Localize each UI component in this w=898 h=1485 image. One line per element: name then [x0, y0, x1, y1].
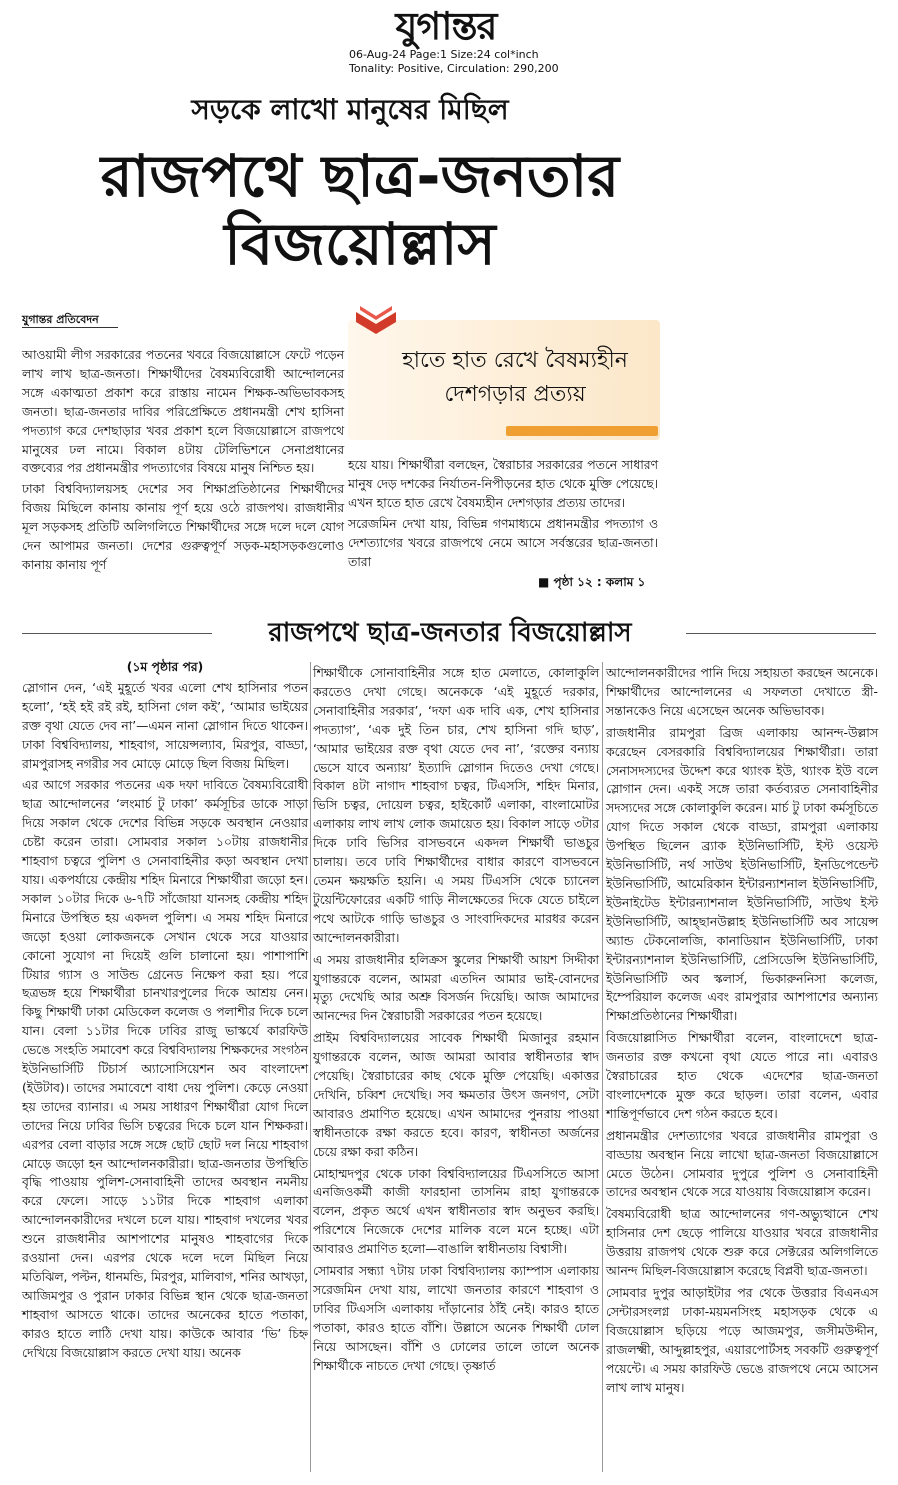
- body-paragraph: স্লোগান দেন, ‘এই মুহূর্তে খবর এলো শেখ হাসিনার পতন হলো’, ‘হই হই রই রই, হাসিনা গেল কই’, ‘আমার ভাইয়ের রক্ত বৃথা যেতে দেব না’—এমন নানা স্লোগান দিতে থাকেন। ঢাকা বিশ্ববিদ্যালয়, শাহবাগ, সায়েন্সল্যাব, মিরপুর, বাড্ডা, রামপুরাসহ নগরীর সব মোড়ে মোড়ে ছিল বিজয় মিছিল।: [22, 680, 308, 771]
- body-column-3: [606, 664, 878, 1400]
- jump-reference: ■ পৃষ্ঠা ১২ : কলাম ১: [538, 575, 646, 589]
- intro-right-paragraph: সরেজমিন দেখা যায়, বিভিন্ন গণমাধ্যমে প্রধানমন্ত্রীর পদত্যাগ ও দেশত্যাগের খবরে রাজপথে নেমে আসে সর্বস্তরের ছাত্র-জনতা। তারা: [348, 516, 658, 569]
- clipping-meta-line2: Tonality: Positive, Circulation: 290,200: [349, 62, 559, 75]
- section-rule-left: [22, 633, 212, 634]
- body-column-2: [313, 664, 599, 1379]
- body-column-1: [22, 658, 308, 1366]
- body-paragraph: এ সময় রাজধানীর হলিক্রস স্কুলের শিক্ষার্থী আয়শ সিদ্দীকা যুগান্তরকে বলেন, আমরা এতদিন আমার ভাই-বোনদের মৃত্যু দেখেছি আর অশ্রু বিসর্জন দিয়েছি। আজ আমাদের আনন্দের দিন স্বৈরাচারী সরকারের পতন হয়েছে।: [313, 952, 599, 1024]
- body-paragraph: রাজধানীর রামপুরা ব্রিজ এলাকায় আনন্দ-উল্লাস করেছেন বেসরকারি বিশ্ববিদ্যালয়ের শিক্ষার্থীরা। তারা সেনাসদস্যদের উদ্দেশ করে থ্যাংক ইউ, থ্যাংক ইউ বলে স্লোগান দেন। একই সঙ্গে তারা কর্তব্যরত সেনাবাহিনীর সদস্যদের সঙ্গে কোলাকুলি করেন। মার্চ টু ঢাকা কর্মসূচিতে যোগ দিতে সকাল থেকে বাড্ডা, রামপুরা এলাকায় উপস্থিত ছিলেন ব্র্যাক ইউনিভার্সিটি, ইস্ট ওয়েস্ট ইউনিভার্সিটি, নর্থ সাউথ ইউনিভার্সিটি, ইনডিপেন্ডেন্ট ইউনিভার্সিটি, আমেরিকান ইন্টারন্যাশনাল ইউনিভার্সিটি, ইউনাইটেড ইন্টারন্যাশনাল ইউনিভার্সিটি, সাউথ ইস্ট ইউনিভার্সিটি, আহ্ছানউল্লাহ ইউনিভার্সিটি অব সায়েন্স অ্যান্ড টেকনোলজি, কানাডিয়ান ইউনিভার্সিটি, ঢাকা ইন্টারন্যাশনাল ইউনিভার্সিটি, প্রেসিডেন্সি ইউনিভার্সিটি, ইউনিভার্সিটি অব স্কলার্স, ভিকারুননিসা কলেজ, ইম্পেরিয়াল কলেজ এবং রামপুরার আশপাশের অন্যান্য শিক্ষাপ্রতিষ্ঠানের শিক্ষার্থীরা।: [606, 725, 878, 1024]
- intro-paragraph: ঢাকা বিশ্ববিদ্যালয়সহ দেশের সব শিক্ষাপ্রতিষ্ঠানের শিক্ষার্থীদের বিজয় মিছিলে কানায় কানায় পূর্ণ হয়ে ওঠে রাজপথ। রাজধানীর মূল সড়কসহ প্রতিটি অলিগলিতে শিক্ষার্থীদের সঙ্গে দলে দলে যোগ দেন আপামর জনতা। দেশের গুরুত্বপূর্ণ সড়ক-মহাসড়কগুলোও কানায় কানায় পূর্ণ: [22, 482, 344, 572]
- byline-rule: [22, 327, 118, 328]
- intro-right-paragraph: হয়ে যায়। শিক্ষার্থীরা বলছেন, স্বৈরাচার সরকারের পতনে সাধারণ মানুষ দেড় দশকের নির্যাতন-নিপীড়নের হাত থেকে মুক্তি পেয়েছে। এখন হাতে হাত রেখে বৈষম্যহীন দেশগড়ার প্রত্যয় তাদের।: [348, 458, 658, 510]
- pull-quote-text: হাতে হাত রেখে বৈষম্যহীন দেশগড়ার প্রত্যয়: [402, 348, 628, 407]
- intro-right-column: [348, 456, 658, 573]
- section-rule-right: [686, 633, 876, 634]
- intro-column: [22, 346, 344, 577]
- clipping-meta-line1: 06-Aug-24 Page:1 Size:24 col*inch: [349, 48, 539, 61]
- article-byline: যুগান্তর প্রতিবেদন: [22, 313, 99, 326]
- body-paragraph: মোহাম্মদপুর থেকে ঢাকা বিশ্ববিদ্যালয়ের টিএসসিতে আসা এনজিওকর্মী কাজী ফারহানা তাসনিম রাহা যুগান্তরকে বলেন, প্রকৃত অর্থে এখন স্বাধীনতার স্বাদ অনুভব করছি। পরিশেষে নিজেকে দেশের মালিক বলে মনে হচ্ছে। এটা আবারও প্রমাণিত হলো—বাঙালি স্বাধীনতায় বিশ্বাসী।: [313, 1166, 599, 1257]
- column-divider: [602, 662, 603, 1472]
- body-paragraph: বিজয়োল্লাসিত শিক্ষার্থীরা বলেন, বাংলাদেশে ছাত্র-জনতার রক্ত কখনো বৃথা যেতে পারে না। এবারও স্বৈরাচারের হাত থেকে এদেশের ছাত্র-জনতা বাংলাদেশকে মুক্ত করে ছাড়ল। তারা বলেন, এবার শান্তিপূর্ণভাবে দেশ গঠন করতে হবে।: [606, 1031, 878, 1121]
- article-headline: রাজপথে ছাত্র-জনতার বিজয়োল্লাস: [100, 142, 620, 278]
- pull-quote-accent-bar: [506, 426, 658, 436]
- column-divider: [310, 662, 311, 1472]
- body-paragraph: শিক্ষার্থীকে সোনাবাহিনীর সঙ্গে হাত মেলাতে, কোলাকুলি করতেও দেখা গেছে। অনেককে ‘এই মুহূর্তে দরকার, সেনাবাহিনীর সরকার’, ‘দফা এক দাবি এক, শেখ হাসিনার পদত্যাগ’, ‘এক দুই তিন চার, শেখ হাসিনা গদি ছাড়’, ‘আমার ভাইয়ের রক্ত বৃথা যেতে দেব না’, ‘রক্তের বন্যায় ভেসে যাবে অন্যায়’ ইত্যাদি স্লোগান দিতেও দেখা গেছে। বিকাল ৪টা নাগাদ শাহবাগ চত্বর, টিএসসি, শহিদ মিনার, ভিসি চত্বর, দোয়েল চত্বর, হাইকোর্ট এলাকা, বাংলামোটর এলাকায় লাখ লাখ লোক জমায়েত হয়। বিকাল সাড়ে ৩টার দিকে ঢাবি ভিসির বাসভবনে একদল শিক্ষার্থী ভাঙচুর চালায়। তবে ঢাবি শিক্ষার্থীদের বাধার কারণে বাসভবনে তেমন ক্ষয়ক্ষতি হয়নি। এ সময় টিএসসি থেকে চ্যানেল টুয়েন্টিফোরের একটি গাড়ি নীলক্ষেতের দিকে যেতে চাইলে পথে আটকে গাড়ি ভাঙচুর ও সাংবাদিকদের মারধর করেন আন্দোলনকারীরা।: [313, 666, 599, 945]
- chevron-icon: [356, 306, 396, 338]
- newspaper-logo: যুগান্তর: [395, 3, 497, 48]
- body-paragraph: এর আগে সরকার পতনের এক দফা দাবিতে বৈষম্যবিরোধী ছাত্র আন্দোলনের ‘লংমার্চ টু ঢাকা’ কর্মসূচির ডাকে সাড়া দিয়ে সকাল থেকে দেশের বিভিন্ন সড়কে অবস্থান নেওয়ার চেষ্টা করেন তারা। সোমবার সকাল ১০টায় রাজধানীর শাহবাগ চত্বরে পুলিশ ও সেনাবাহিনীর কড়া অবস্থান দেখা যায়। একপর্যায়ে কেন্দ্রীয় শহিদ মিনারে শিক্ষার্থীরা জড়ো হন। সকাল ১০টার দিকে ৬-৭টি সাঁজোয়া যানসহ কেন্দ্রীয় শহিদ মিনারে উপস্থিত হয় একদল পুলিশ। এ সময় শহিদ মিনারে জড়ো হওয়া লোকজনকে সেখান থেকে সরে যাওয়ার কোনো সুযোগ না দিয়েই গুলি চালানো হয়। পাশাপাশি টিয়ার গ্যাস ও সাউন্ড গ্রেনেড নিক্ষেপ করা হয়। পরে ছত্রভঙ্গ হয়ে শিক্ষার্থীরা চানখারপুলের দিকে আশ্রয় নেন। কিছু শিক্ষার্থী ঢাকা মেডিকেল কলেজ ও পলাশীর দিকে চলে যান। বেলা ১১টার দিকে ঢাবির রাজু ভাস্কর্যে কারফিউ ভেঙে সংহতি সমাবেশ করে বিশ্ববিদ্যালয় শিক্ষকদের সংগঠন ইউনিভার্সিটি টিচার্স অ্যাসোসিয়েশন অব বাংলাদেশ (ইউটাব)। তাদের সমাবেশে বাধা দেয় পুলিশ। কেড়ে নেওয়া হয় তাদের ব্যানার। এ সময় সাধারণ শিক্ষার্থীরা যোগ দিলে তাদের নিয়ে ঢাবির ভিসি চত্বরের দিকে চলে যান শিক্ষকরা। এরপর বেলা বাড়ার সঙ্গে সঙ্গে ছোট ছোট দল নিয়ে শাহবাগ মোড়ে জড়ো হন আন্দোলনকারীরা। ছাত্র-জনতার উপস্থিতি বৃদ্ধি পাওয়ায় পুলিশ-সেনাবাহিনী তাদের অবস্থান নমনীয় করে ফেলে। সাড়ে ১১টার দিকে শাহবাগ এলাকা আন্দোলনকারীদের দখলে চলে যায়। শাহবাগ দখলের খবর শুনে রাজধানীর আশপাশের মানুষও শাহবাগের দিকে রওয়ানা দেন। এরপর থেকে দলে দলে মিছিল নিয়ে মতিঝিল, পল্টন, ধানমন্ডি, মিরপুর, মালিবাগ, শনির আখড়া, আজিমপুর ও পুরান ঢাকার বিভিন্ন স্থান থেকে ছাত্র-জনতা শাহবাগ আসতে থাকে। তাদের অনেকের হাতে পতাকা, কারও হাতে লাঠি দেখা যায়। কাউকে আবার ‘ভি’ চিহ্ন দেখিয়ে বিজয়োল্লাস করতে দেখা যায়। অনেক: [22, 778, 308, 1360]
- body-paragraph: প্রাইম বিশ্ববিদ্যালয়ের সাবেক শিক্ষার্থী মিজানুর রহমান যুগান্তরকে বলেন, আজ আমরা আবার স্বাধীনতার স্বাদ পেয়েছি। স্বৈরাচারের কাছ থেকে মুক্তি পেয়েছি। একাত্তর দেখিনি, চব্বিশ দেখেছি। সব ক্ষমতার উৎস জনগণ, সেটা আবারও প্রমাণিত হয়েছে। এখন আমাদের পুনরায় পাওয়া স্বাধীনতাকে রক্ষা করতে হবে। কারণ, স্বাধীনতা অর্জনের চেয়ে রক্ষা করা কঠিন।: [313, 1031, 599, 1159]
- intro-paragraph: আওয়ামী লীগ সরকারের পতনের খবরে বিজয়োল্লাসে ফেটে পড়েন লাখ লাখ ছাত্র-জনতা। শিক্ষার্থীদের বৈষম্যবিরোধী আন্দোলনের সঙ্গে একাত্মতা প্রকাশ করে রাস্তায় নামেন শিক্ষক-অভিভাবকসহ জনতা। ছাত্র-জনতার দাবির পরিপ্রেক্ষিতে প্রধানমন্ত্রী শেখ হাসিনা পদত্যাগ করে দেশছাড়ার খবর প্রকাশ হলে বিজয়োল্লাসে রাজপথে মানুষের ঢল নামে। বিকাল ৪টায় টেলিভিশনে সেনাপ্রধানের বক্তব্যের পর প্রধানমন্ত্রীর পদত্যাগের বিষয়ে মানুষ নিশ্চিত হয়।: [22, 348, 344, 476]
- continued-from-label: (১ম পৃষ্ঠার পর): [126, 660, 204, 674]
- body-paragraph: প্রধানমন্ত্রীর দেশত্যাগের খবরে রাজধানীর রামপুরা ও বাড্ডায় অবস্থান নিয়ে লাখো ছাত্র-জনতা বিজয়োল্লাসে মেতে উঠেন। সোমবার দুপুরে পুলিশ ও সেনাবাহিনী তাদের অবস্থান থেকে সরে যাওয়ায় বিজয়োল্লাস করেন।: [606, 1128, 878, 1200]
- article-kicker: সড়কে লাখো মানুষের মিছিল: [191, 93, 509, 126]
- body-paragraph: সোমবার সন্ধ্যা ৭টায় ঢাকা বিশ্ববিদ্যালয় ক্যাম্পাস এলাকায় সরেজমিন দেখা যায়, লাখো জনতার কারণে শাহবাগ ও ঢাবির টিএসসি এলাকায় দাঁড়ানোর ঠাঁই নেই। কারও হাতে পতাকা, কারও হাতে বাঁশি। উল্লাসে অনেক শিক্ষার্থী ঢোল নিয়ে আসছেন। বাঁশি ও ঢোলের তালে তালে অনেক শিক্ষার্থীকে নাচতে দেখা গেছে। তৃষ্ণার্ত: [313, 1264, 599, 1373]
- body-paragraph: আন্দোলনকারীদের পানি দিয়ে সহায়তা করছেন অনেকে। শিক্ষার্থীদের আন্দোলনের এ সফলতা দেখাতে স্ত্রী-সন্তানকেও নিয়ে এসেছেন অনেক অভিভাবক।: [606, 666, 878, 718]
- body-paragraph: সোমবার দুপুর আড়াইটার পর থেকে উত্তরার বিএনএস সেন্টারসংলগ্ন ঢাকা-ময়মনসিংহ মহাসড়ক থেকে এ বিজয়োল্লাস ছড়িয়ে পড়ে আজমপুর, জসীমউদ্দীন, রাজলক্ষ্মী, আব্দুল্লাহপুর, এয়ারপোর্টসহ সবকটি গুরুত্বপূর্ণ পয়েন্টে। এ সময় কারফিউ ভেঙে রাজপথে নেমে আসেন লাখ লাখ মানুষ।: [606, 1286, 878, 1395]
- continuation-title: রাজপথে ছাত্র-জনতার বিজয়োল্লাস: [268, 618, 632, 648]
- body-paragraph: বৈষম্যবিরোধী ছাত্র আন্দোলনের গণ-অভ্যুত্থানে শেখ হাসিনার দেশ ছেড়ে পালিয়ে যাওয়ার খবরে রাজধানীর উত্তরায় রাজপথ থেকে শুরু করে সেক্টরের অলিগলিতে আনন্দ মিছিল-বিজয়োল্লাস করেছে বিপ্লবী ছাত্র-জনতা।: [606, 1207, 878, 1279]
